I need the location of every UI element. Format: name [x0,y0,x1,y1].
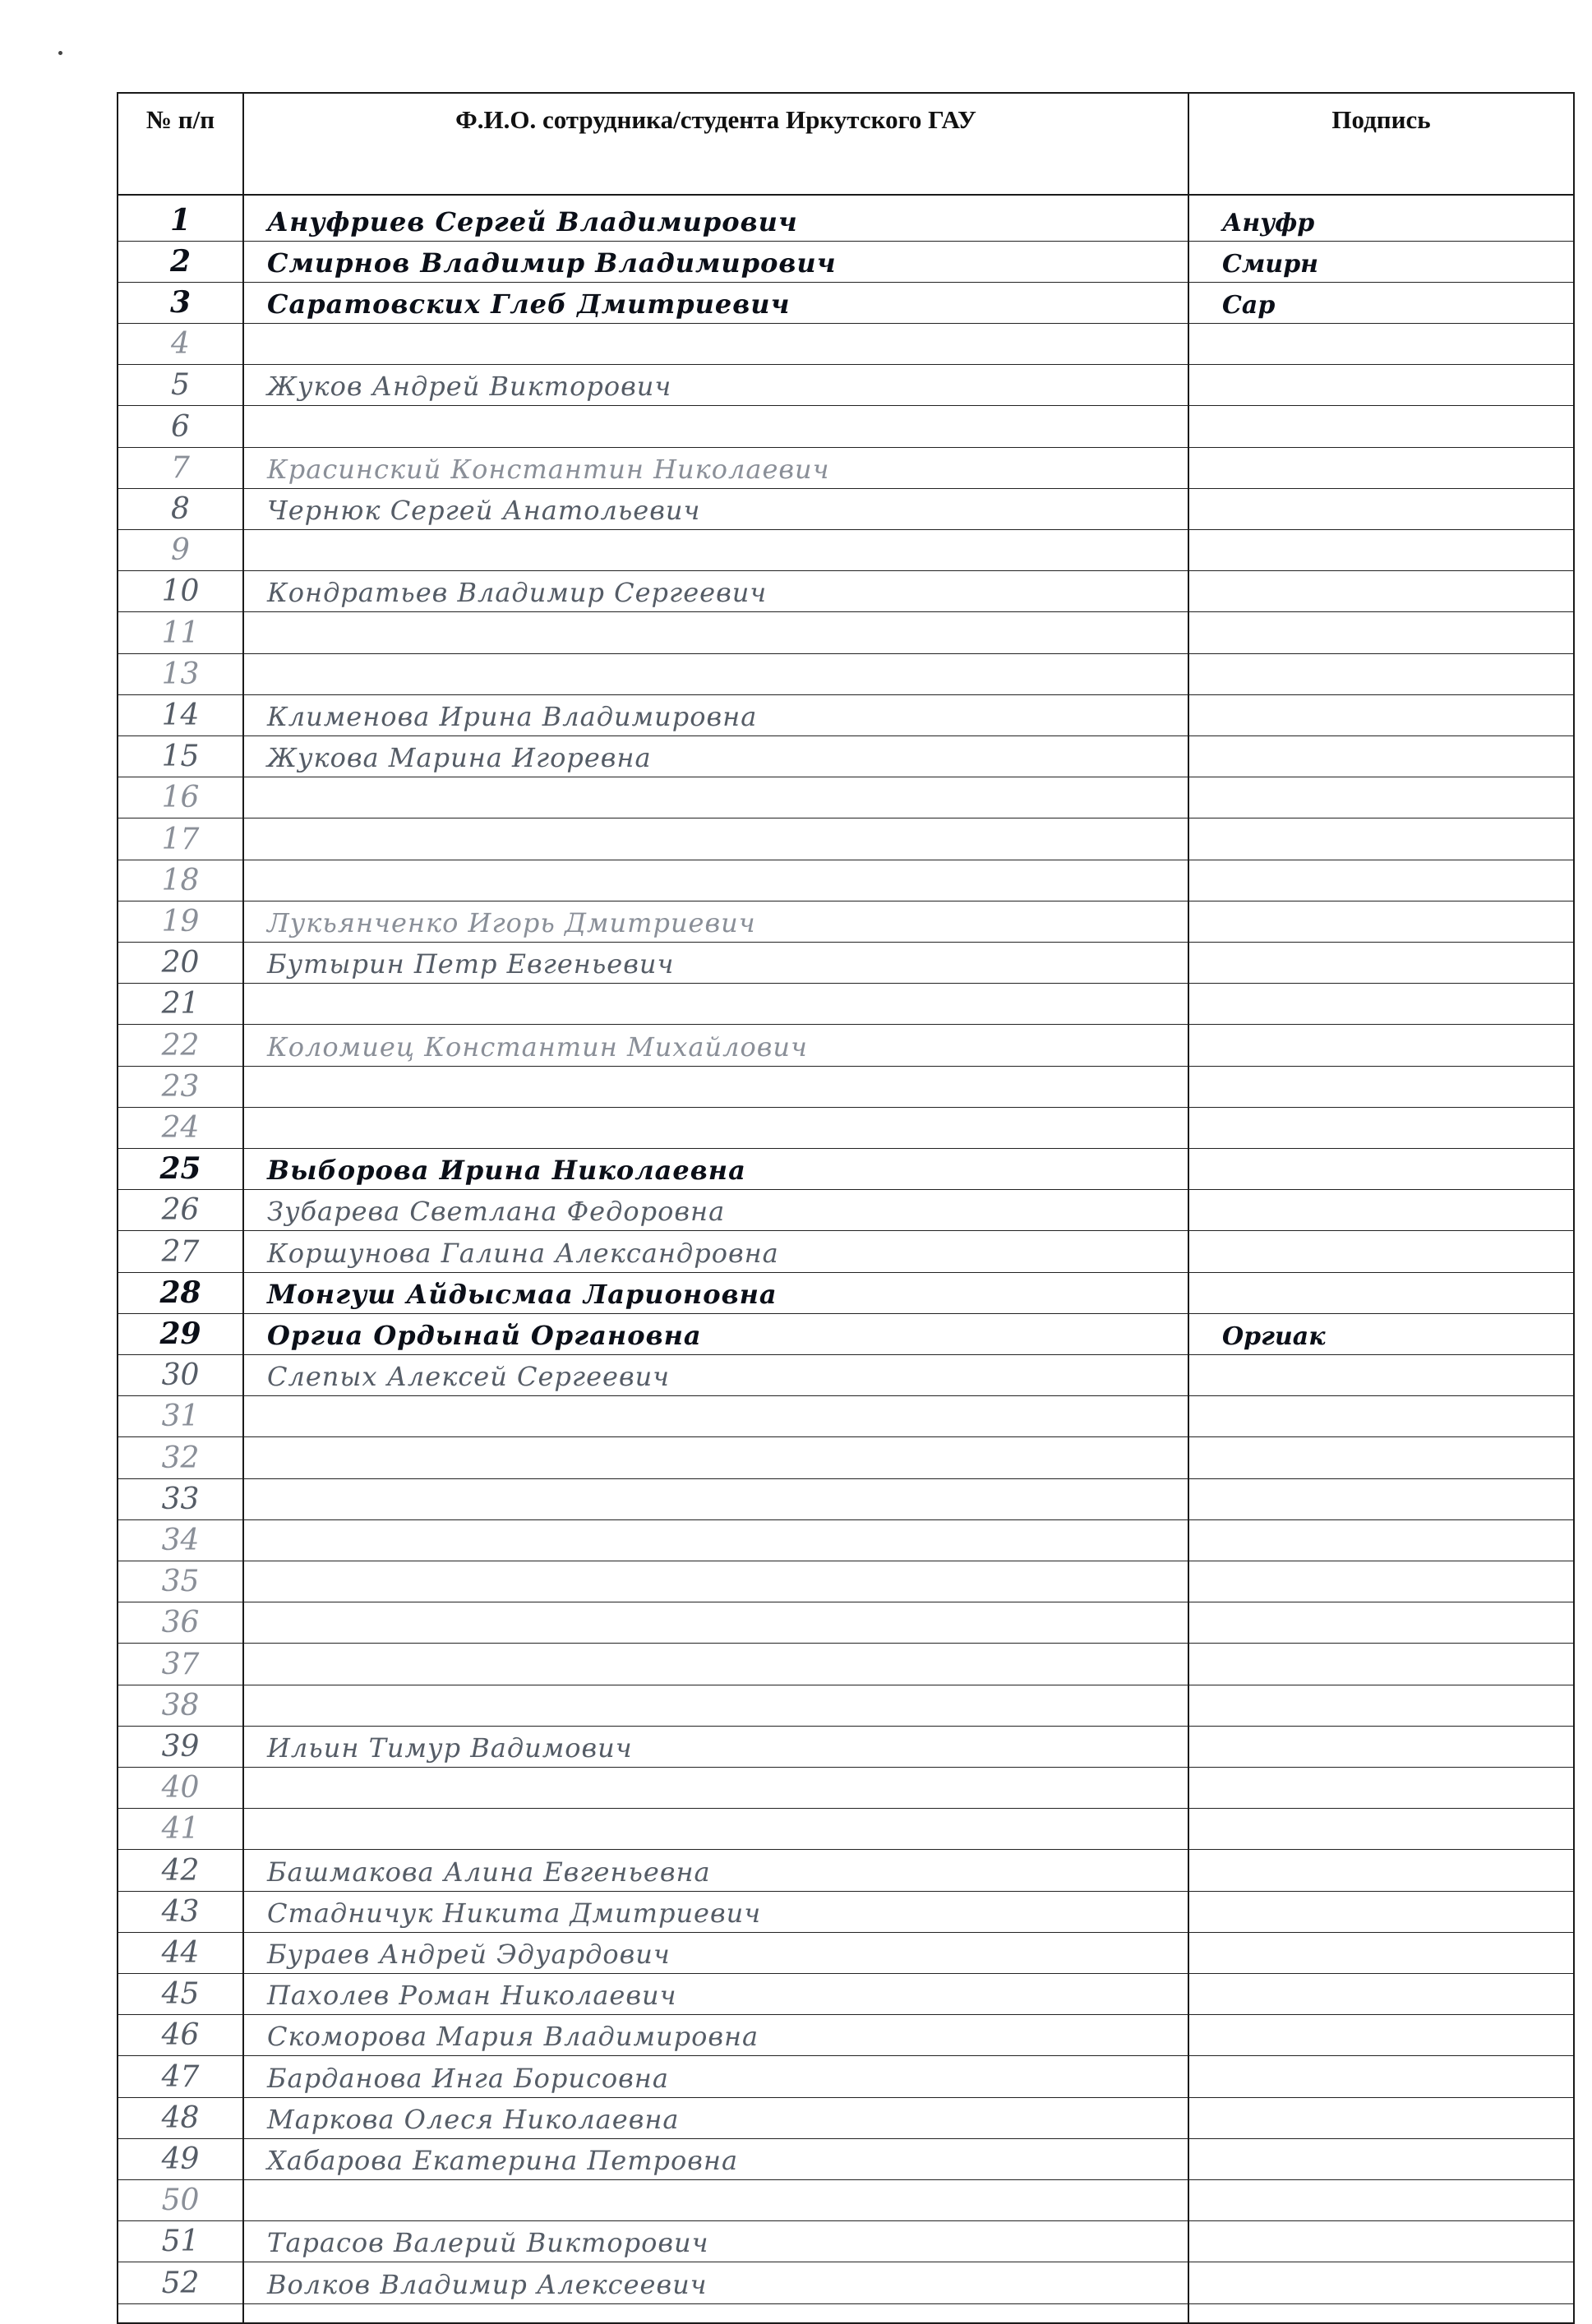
table-row [244,283,1188,324]
row-number: 28 [159,1275,201,1310]
row-signature: Смирн [1222,249,1319,279]
table-row [118,283,242,324]
table-row [118,984,242,1026]
row-number: 15 [161,740,200,774]
table-row [118,572,242,613]
table-row [118,407,242,448]
row-number: 14 [161,698,200,732]
table-row [1189,2222,1573,2263]
table-row [1189,242,1573,283]
row-full-name: Кондратьев Владимир Сергеевич [267,577,768,609]
table-row [118,1768,242,1810]
table-row [244,201,1188,242]
table-row [244,695,1188,736]
table-row [118,201,242,242]
table-row [1189,2016,1573,2057]
table-row [118,1603,242,1644]
table-row [1189,1685,1573,1727]
table-row [118,1892,242,1933]
table-row [244,1438,1188,1479]
table-row [118,613,242,654]
row-full-name: Слепых Алексей Сергеевич [267,1361,671,1393]
table-row [1189,448,1573,489]
table-row [1189,943,1573,984]
row-number: 2 [169,243,192,279]
row-number: 26 [161,1193,200,1228]
table-row [244,572,1188,613]
table-row [118,1232,242,1273]
table-row [1189,325,1573,366]
row-number: 34 [161,1523,200,1557]
row-signature: Оргиак [1222,1321,1326,1351]
row-full-name: Саратовских Глеб Дмитриевич [267,288,791,320]
table-row [1189,737,1573,778]
table-row [1189,1603,1573,1644]
table-row [1189,1397,1573,1438]
table-row [1189,1933,1573,1974]
table-row [244,2263,1188,2304]
table-row [1189,1232,1573,1273]
table-row [118,819,242,860]
table-row [118,2016,242,2057]
row-number: 37 [161,1647,200,1681]
table-row [244,1108,1188,1149]
row-number: 32 [161,1441,200,1475]
table-row [244,1150,1188,1191]
table-row [1189,2263,1573,2304]
table-row [118,1067,242,1108]
table-row [1189,860,1573,901]
row-full-name: Коршунова Галина Александровна [267,1237,779,1269]
row-number: 33 [161,1482,200,1516]
table-row [1189,901,1573,943]
table-row [118,901,242,943]
table-row [244,2057,1188,2098]
table-body [118,195,1574,2323]
row-number: 20 [161,946,200,980]
table-row [1189,1768,1573,1810]
table-row [118,2222,242,2263]
table-row [1189,1892,1573,1933]
row-full-name: Хабарова Екатерина Петровна [267,2144,739,2176]
row-number: 9 [171,533,190,568]
table-row [1189,695,1573,736]
table-row [118,1191,242,1232]
table-row [244,1727,1188,1768]
row-full-name: Скоморова Мария Владимировна [267,2021,759,2053]
row-number: 47 [161,2059,200,2094]
table-row [118,2057,242,2098]
row-full-name: Волков Владимир Алексеевич [267,2268,708,2300]
row-number: 45 [161,1977,200,2012]
table-row [244,1232,1188,1273]
scan-speck [58,51,62,55]
table-row [118,1685,242,1727]
table-row [244,1314,1188,1355]
table-row [244,1397,1188,1438]
table-row [118,860,242,901]
row-number: 24 [161,1110,200,1145]
table-row [118,325,242,366]
table-row [244,819,1188,860]
table-row [1189,1150,1573,1191]
row-number: 13 [161,657,200,691]
table-row [244,366,1188,407]
table-row [244,242,1188,283]
table-row [1189,1727,1573,1768]
table-row [244,860,1188,901]
table-row [1189,1273,1573,1314]
header-number: № п/п [118,93,243,195]
table-row [1189,201,1573,242]
row-full-name: Пахолев Роман Николаевич [267,1980,677,2012]
table-row [1189,1851,1573,1892]
table-row [244,489,1188,530]
table-row [118,695,242,736]
row-number: 46 [161,2018,200,2053]
row-number: 18 [161,863,200,897]
table-row [244,2098,1188,2139]
table-row [118,2098,242,2139]
row-number: 3 [169,284,192,320]
table-row [244,325,1188,366]
row-full-name: Ануфриев Сергей Владимирович [267,205,798,237]
row-number: 35 [161,1565,200,1599]
table-row [244,901,1188,943]
table-row [244,1810,1188,1851]
table-row [1189,1975,1573,2016]
table-row [1189,1438,1573,1479]
row-full-name: Маркова Олеся Николаевна [267,2103,680,2135]
row-number: 40 [161,1771,200,1805]
row-full-name: Смирнов Владимир Владимирович [267,247,837,279]
table-row [1189,1356,1573,1397]
table-row [118,737,242,778]
table-row [244,1520,1188,1561]
table-row [244,1685,1188,1727]
table-row [118,366,242,407]
table-row [244,1768,1188,1810]
table-row [118,1314,242,1355]
row-number: 41 [161,1812,200,1847]
row-full-name: Жукова Марина Игоревна [267,742,652,774]
table-row [244,2222,1188,2263]
row-number: 44 [161,1935,200,1970]
row-signature: Сар [1222,290,1276,320]
table-row [118,1520,242,1561]
table-row [244,737,1188,778]
table-row [1189,1562,1573,1603]
row-number: 29 [159,1316,201,1351]
row-number: 49 [161,2142,200,2176]
table-row [118,1438,242,1479]
row-full-name: Башмакова Алина Евгеньевна [267,1856,711,1888]
table-row [118,1026,242,1067]
row-number: 52 [161,2266,200,2300]
row-number: 51 [161,2225,200,2259]
table-row [1189,1026,1573,1067]
row-number: 27 [161,1234,200,1269]
table-row [1189,1108,1573,1149]
table-row [244,1644,1188,1685]
table-row [244,1603,1188,1644]
row-number: 31 [161,1399,200,1434]
signature-table [117,92,1575,2324]
table-row [1189,2057,1573,2098]
table-row [1189,531,1573,572]
table-row [244,984,1188,1026]
table-row [244,448,1188,489]
table-row [244,1273,1188,1314]
row-full-name: Бураев Андрей Эдуардович [267,1938,671,1970]
table-row [1189,2098,1573,2139]
header-full-name: Ф.И.О. сотрудника/студента Иркутского ГАУ [243,93,1188,195]
table-row [244,1851,1188,1892]
table-row [244,778,1188,819]
table-row [244,654,1188,695]
table-row [244,1191,1188,1232]
table-row [244,1975,1188,2016]
row-full-name: Бутырин Петр Евгеньевич [267,948,675,980]
row-full-name: Клименова Ирина Владимировна [267,700,758,732]
table-row [1189,572,1573,613]
row-number: 48 [161,2100,200,2135]
table-row [1189,613,1573,654]
row-full-name: Жуков Андрей Викторович [267,371,672,403]
table-row [118,654,242,695]
table-row [244,1562,1188,1603]
table-row [118,1727,242,1768]
table-row [118,1479,242,1520]
row-number: 6 [171,409,190,444]
table-row [118,1933,242,1974]
row-number: 19 [161,904,200,938]
row-number: 21 [161,987,200,1021]
row-full-name: Оргиа Ордынай Органовна [267,1319,702,1351]
table-header [118,93,1574,195]
row-full-name: Монгуш Айдысмаа Ларионовна [267,1278,778,1310]
row-number: 50 [161,2183,200,2218]
row-number: 36 [161,1606,200,1640]
table-row [118,2263,242,2304]
table-row [244,2016,1188,2057]
header-signature: Подпись [1188,93,1574,195]
table-row [1189,819,1573,860]
table-row [118,1562,242,1603]
table-row [1189,1191,1573,1232]
table-row [244,1892,1188,1933]
table-row [244,943,1188,984]
table-row [1189,1520,1573,1561]
table-row [244,1067,1188,1108]
table-row [118,1273,242,1314]
table-row [118,943,242,984]
table-row [118,531,242,572]
table-row [118,2139,242,2180]
row-number: 16 [161,781,200,815]
table-row [1189,1067,1573,1108]
table-row [118,1356,242,1397]
number-column [118,195,243,2323]
row-number: 39 [161,1729,200,1764]
table-row [1189,1810,1573,1851]
table-row [1189,366,1573,407]
table-row [1189,283,1573,324]
row-number: 22 [161,1028,200,1063]
row-full-name: Стадничук Никита Дмитриевич [267,1897,762,1929]
table-row [118,1397,242,1438]
name-column [243,195,1188,2323]
table-row [1189,778,1573,819]
table-row [244,2181,1188,2222]
row-full-name: Барданова Инга Борисовна [267,2062,669,2094]
row-number: 25 [159,1151,201,1187]
table-row [244,531,1188,572]
row-full-name: Красинский Константин Николаевич [267,453,830,485]
row-number: 38 [161,1688,200,1722]
row-number: 23 [161,1069,200,1104]
signature-column [1188,195,1574,2323]
table-row [118,1644,242,1685]
row-number: 1 [169,202,192,237]
table-row [1189,654,1573,695]
row-number: 5 [171,368,190,403]
row-full-name: Лукьянченко Игорь Дмитриевич [267,906,756,938]
row-signature: Ануфр [1222,208,1315,237]
table-row [244,1026,1188,1067]
row-number: 8 [171,491,190,526]
table-row [118,1975,242,2016]
table-row [118,1851,242,1892]
row-full-name: Зубарева Светлана Федоровна [267,1196,726,1228]
table-row [244,1356,1188,1397]
table-row [1189,2181,1573,2222]
table-row [118,778,242,819]
row-full-name: Выборова Ирина Николаевна [267,1155,746,1187]
table-row [1189,1644,1573,1685]
row-full-name: Чернюк Сергей Анатольевич [267,494,701,526]
table-row [118,448,242,489]
table-row [1189,2139,1573,2180]
table-row [244,1933,1188,1974]
table-row [118,2181,242,2222]
table-row [118,242,242,283]
table-row [1189,489,1573,530]
table-row [1189,984,1573,1026]
table-row [118,1150,242,1191]
row-number: 4 [171,327,190,362]
table-row [244,1479,1188,1520]
row-number: 30 [161,1358,200,1393]
row-full-name: Коломиец Константин Михайлович [267,1031,808,1063]
table-row [244,407,1188,448]
table-row [118,489,242,530]
table-row [1189,1314,1573,1355]
table-row [1189,1479,1573,1520]
row-full-name: Тарасов Валерий Викторович [267,2227,709,2259]
row-number: 42 [161,1853,200,1888]
row-number: 11 [161,616,200,650]
row-full-name: Ильин Тимур Вадимович [267,1731,633,1764]
row-number: 7 [171,450,190,485]
table-row [118,1810,242,1851]
table-row [118,1108,242,1149]
row-number: 43 [161,1894,200,1929]
row-number: 10 [161,574,200,609]
table-row [1189,407,1573,448]
table-row [244,613,1188,654]
row-number: 17 [161,822,200,856]
table-row [244,2139,1188,2180]
